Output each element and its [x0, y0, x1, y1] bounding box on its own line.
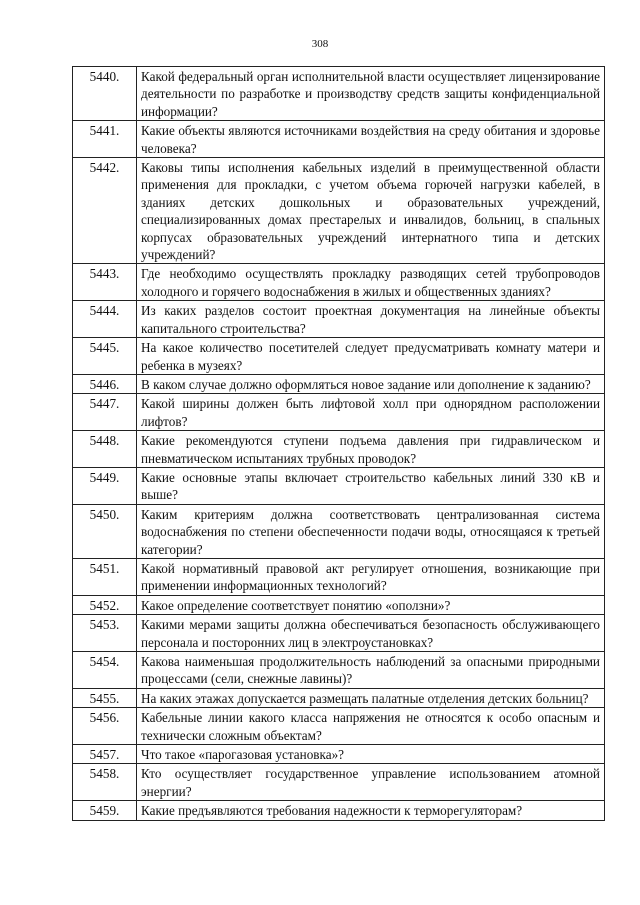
question-number: 5459. — [73, 801, 137, 820]
question-number: 5449. — [73, 467, 137, 504]
question-text: Какой федеральный орган исполнительной власти осуществляет лицензирование деятельности по разработке и производству средств защиты конфиденциальной информации? — [137, 67, 605, 121]
table-row — [73, 67, 605, 121]
question-number: 5457. — [73, 745, 137, 764]
question-number: 5453. — [73, 615, 137, 652]
question-text: Каковы типы исполнения кабельных изделий в преимущественной области применения для прокладки, с учетом объема горючей нагрузки кабелей, в зданиях детских дошкольных и образовательных учреждений, специализированных домах престарелых и инвалидов, больниц, в спальных корпусах образовательных учреждений интернатного типа и детских учреждений? — [137, 158, 605, 264]
question-number: 5458. — [73, 764, 137, 801]
question-text: Какие объекты являются источниками воздействия на среду обитания и здоровье человека? — [137, 121, 605, 158]
question-number: 5448. — [73, 431, 137, 468]
table-row — [73, 338, 605, 375]
question-text: Какова наименьшая продолжительность наблюдений за опасными природными процессами (сели, снежные лавины)? — [137, 652, 605, 689]
question-text: Какие рекомендуются ступени подъема давления при гидравлическом и пневматическом испытаниях трубных проводок? — [137, 431, 605, 468]
question-text: Из каких разделов состоит проектная документация на линейные объекты капитального строительства? — [137, 301, 605, 338]
table-row — [73, 652, 605, 689]
question-number: 5450. — [73, 504, 137, 558]
question-number: 5442. — [73, 158, 137, 264]
table-row — [73, 801, 605, 820]
table-row — [73, 504, 605, 558]
question-number: 5454. — [73, 652, 137, 689]
page-number: 308 — [311, 38, 329, 50]
questions-table-body — [73, 67, 605, 821]
table-row — [73, 374, 605, 393]
question-text: Где необходимо осуществлять прокладку разводящих сетей трубопроводов холодного и горячего водоснабжения в жилых и общественных зданиях? — [137, 264, 605, 301]
table-row — [73, 301, 605, 338]
table-row — [73, 431, 605, 468]
question-text: Кабельные линии какого класса напряжения не относятся к особо опасным и технически сложным объектам? — [137, 708, 605, 745]
question-number: 5452. — [73, 595, 137, 614]
question-text: На каких этажах допускается размещать палатные отделения детских больниц? — [137, 688, 605, 707]
questions-table — [72, 66, 605, 821]
question-text: Что такое «парогазовая установка»? — [137, 745, 605, 764]
question-number: 5440. — [73, 67, 137, 121]
question-number: 5455. — [73, 688, 137, 707]
table-row — [73, 708, 605, 745]
table-row — [73, 158, 605, 264]
question-number: 5445. — [73, 338, 137, 375]
table-row — [73, 264, 605, 301]
table-row — [73, 467, 605, 504]
table-row — [73, 745, 605, 764]
question-text: Какими мерами защиты должна обеспечиваться безопасность обслуживающего персонала и посторонних лиц в электроустановках? — [137, 615, 605, 652]
table-row — [73, 615, 605, 652]
question-number: 5451. — [73, 558, 137, 595]
question-text: Какой ширины должен быть лифтовой холл при однорядном расположении лифтов? — [137, 394, 605, 431]
table-row — [73, 764, 605, 801]
question-text: В каком случае должно оформляться новое задание или дополнение к заданию? — [137, 374, 605, 393]
question-number: 5444. — [73, 301, 137, 338]
question-number: 5446. — [73, 374, 137, 393]
table-row — [73, 394, 605, 431]
question-text: Каким критериям должна соответствовать централизованная система водоснабжения по степени обеспеченности подачи воды, относящаяся к третьей категории? — [137, 504, 605, 558]
question-text: Какие предъявляются требования надежности к терморегуляторам? — [137, 801, 605, 820]
question-text: Какое определение соответствует понятию «оползни»? — [137, 595, 605, 614]
table-row — [73, 688, 605, 707]
question-number: 5443. — [73, 264, 137, 301]
table-row — [73, 595, 605, 614]
table-row — [73, 121, 605, 158]
question-text: Кто осуществляет государственное управление использованием атомной энергии? — [137, 764, 605, 801]
question-text: Какие основные этапы включает строительство кабельных линий 330 кВ и выше? — [137, 467, 605, 504]
question-text: Какой нормативный правовой акт регулирует отношения, возникающие при применении информационных технологий? — [137, 558, 605, 595]
question-number: 5441. — [73, 121, 137, 158]
question-number: 5456. — [73, 708, 137, 745]
table-row — [73, 558, 605, 595]
question-text: На какое количество посетителей следует предусматривать комнату матери и ребенка в музеях? — [137, 338, 605, 375]
question-number: 5447. — [73, 394, 137, 431]
